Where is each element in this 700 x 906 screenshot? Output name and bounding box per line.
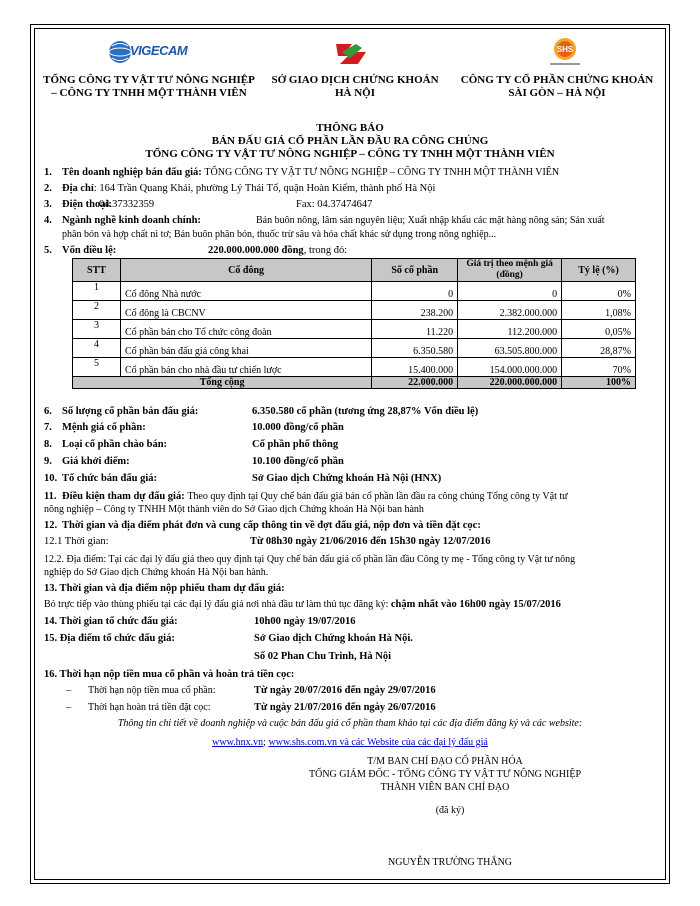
header-exchange-line2: HÀ NỘI <box>334 87 376 99</box>
hnx-logo-text <box>332 38 334 39</box>
col-shareholder: Cổ đông <box>120 259 371 282</box>
item-8: 8. Loại cổ phần chào bán: Cổ phần phổ thông <box>44 439 339 450</box>
header-securities-col <box>450 74 664 100</box>
item-16-b: – Thời hạn hoàn trả tiền đặt cọc: Từ ngày 21/07/2016 đến ngày 26/07/2016 <box>66 702 436 713</box>
header-company-col <box>36 74 262 100</box>
table-row: 1 Cổ đông Nhà nước 0 0 0% <box>73 282 636 301</box>
item-12-2-cont: nghiệp do Sở Giao dịch Chứng khoán Hà Nội ban hành. <box>44 567 269 578</box>
header-company-line2: – CÔNG TY TNHH MỘT THÀNH VIÊN <box>51 87 247 99</box>
signed-mark: (đã ký) <box>435 805 465 816</box>
title-line1: THÔNG BÁO <box>316 122 384 134</box>
vigecam-logo <box>108 38 188 66</box>
footer-note: Thông tin chi tiết về doanh nghiệp và cuộc bán đấu giá cổ phần tham khảo tại các địa điểm đăng ký và các website: <box>117 718 583 729</box>
item-11: 11. Điều kiện tham dự đấu giá: Theo quy định tại Quy chế bán đấu giá bán cổ phần lần đầu ra công chúng Tổng công ty Vật tư <box>44 491 568 502</box>
footer-links: www.hnx.vn; www.shs.com.vn và các Website của các đại lý đấu giá <box>212 737 488 748</box>
signer-name: NGUYỄN TRƯỜNG THẮNG <box>387 857 513 868</box>
table-row: 4 Cổ phần bán đấu giá công khai 6.350.580 63.505.800.000 28,87% <box>73 339 636 358</box>
vigecam-logo-text: VIGECAM <box>130 43 188 58</box>
notice-title <box>40 122 660 161</box>
svg-text:SHS: SHS <box>556 45 574 54</box>
item-12: 12. Thời gian và địa điểm phát đơn và cung cấp thông tin về đợt đấu giá, nộp đơn và tiền đặt cọc: <box>44 520 481 531</box>
link-shs[interactable]: www.shs.com.vn <box>268 737 337 748</box>
title-line3: TỔNG CÔNG TY VẬT TƯ NÔNG NGHIỆP – CÔNG TY TNHH MỘT THÀNH VIÊN <box>145 148 555 160</box>
item-13-text: Bỏ trực tiếp vào thùng phiếu tại các đại lý đấu giá nơi nhà đầu tư làm thủ tục đăng ký: chậm nhất vào 16h00 ngày 15/07/2016 <box>44 599 561 610</box>
shareholder-table <box>72 258 636 389</box>
table-header-row <box>73 259 636 282</box>
item-4: 4. Ngành nghề kinh doanh chính: Bán buôn nông, lâm sản nguyên liệu; Xuất nhập khẩu các mặt hàng nông sản; Sản xuất <box>44 215 605 226</box>
item-16-a: – Thời hạn nộp tiền mua cổ phần: Từ ngày 20/07/2016 đến ngày 29/07/2016 <box>66 685 436 696</box>
sig-line3: THÀNH VIÊN BAN CHỈ ĐẠO <box>380 782 510 793</box>
header-company-line1: TỔNG CÔNG TY VẬT TƯ NÔNG NGHIỆP <box>43 74 255 86</box>
fax-value: Fax: 04.37474647 <box>296 199 373 210</box>
shs-logo <box>540 36 590 68</box>
item-14: 14. Thời gian tổ chức đấu giá: 10h00 ngày 19/07/2016 <box>44 616 356 627</box>
col-shares: Số cổ phần <box>372 259 458 282</box>
sig-line1: T/M BAN CHỈ ĐẠO CỔ PHẦN HÓA <box>367 756 523 767</box>
sig-line2: TỔNG GIÁM ĐỐC - TỔNG CÔNG TY VẬT TƯ NÔNG NGHIỆP <box>308 769 582 780</box>
table-row: 3 Cổ phần bán cho Tổ chức công đoàn 11.220 112.200.000 0,05% <box>73 320 636 339</box>
item-6: 6. Số lượng cổ phần bán đấu giá: 6.350.580 cổ phần (tương ứng 28,87% Vốn điều lệ) <box>44 406 479 417</box>
phone-value: 04.37332359 <box>99 199 155 210</box>
header-exchange-col <box>264 74 446 100</box>
item-2: 2. Địa chỉ: 164 Trần Quang Khải, phường Lý Thái Tổ, quận Hoàn Kiếm, thành phố Hà Nội <box>44 183 436 194</box>
link-hnx[interactable]: www.hnx.vn <box>212 737 264 748</box>
header-securities-line2: SÀI GÒN – HÀ NỘI <box>508 87 606 99</box>
header-exchange-line1: SỞ GIAO DỊCH CHỨNG KHOÁN <box>271 74 439 86</box>
col-value: Giá trị theo mệnh giá (đồng) <box>458 259 562 282</box>
shs-logo-text <box>540 36 542 37</box>
link-agents[interactable]: và các Website của các đại lý đấu giá <box>336 737 488 748</box>
item-9: 9. Giá khởi điểm: 10.100 đồng/cổ phần <box>44 456 344 467</box>
col-stt: STT <box>73 259 121 282</box>
header-securities-line1: CÔNG TY CỔ PHẦN CHỨNG KHOÁN <box>460 74 654 86</box>
item-10: 10. Tổ chức bán đấu giá: Sở Giao dịch Chứng khoán Hà Nội (HNX) <box>44 473 442 484</box>
table-total-row: Tổng cộng 22.000.000 220.000.000.000 100% <box>73 377 636 389</box>
item-5: 5. Vốn điều lệ: 220.000.000.000 đồng, trong đó: <box>44 245 348 256</box>
item-12-1: 12.1 Thời gian: Từ 08h30 ngày 21/06/2016 đến 15h30 ngày 12/07/2016 <box>44 536 491 547</box>
title-line2: BÁN ĐẤU GIÁ CỔ PHẦN LẦN ĐẦU RA CÔNG CHÚNG <box>211 135 489 147</box>
col-pct: Tỷ lệ (%) <box>562 259 636 282</box>
item-16: 16. Thời hạn nộp tiền mua cổ phần và hoàn trả tiền cọc: <box>44 669 295 680</box>
item-15: 15. Địa điểm tổ chức đấu giá: Sở Giao dịch Chứng khoán Hà Nội. <box>44 633 413 644</box>
table-row: 5 Cổ phần bán cho nhà đầu tư chiến lược 15.400.000 154.000.000.000 70% <box>73 358 636 377</box>
item-7: 7. Mệnh giá cổ phần: 10.000 đồng/cổ phần <box>44 422 344 433</box>
item-1: 1. Tên doanh nghiệp bán đấu giá: TỔNG CÔNG TY VẬT TƯ NÔNG NGHIỆP – CÔNG TY TNHH MỘT THÀNH VIÊN <box>44 167 560 178</box>
hnx-logo <box>332 38 372 72</box>
item-4-cont: phân bón và hợp chất ni tơ; Bán buôn phân bón, thuốc trừ sâu và hóa chất khác sử dụng trong nông nghiệp... <box>62 229 497 240</box>
signature-block <box>270 755 620 794</box>
item-3: 3. Điện thoại: 04.37332359 Fax: 04.37474647 <box>44 199 373 210</box>
table-row: 2 Cổ đông là CBCNV 238.200 2.382.000.000 1,08% <box>73 301 636 320</box>
item-11-cont: nông nghiệp – Công ty TNHH Một thành viên do Sở Giao dịch Chứng khoán Hà Nội ban hành <box>44 504 424 515</box>
item-12-2: 12.2. Địa điểm: Tại các đại lý đấu giá theo quy định tại Quy chế bán đấu giá cổ phần lần đầu Công ty mẹ - Tổng công ty Vật tư nông <box>44 554 576 565</box>
item-13: 13. Thời gian và địa điểm nộp phiếu tham dự đấu giá: <box>44 583 285 594</box>
